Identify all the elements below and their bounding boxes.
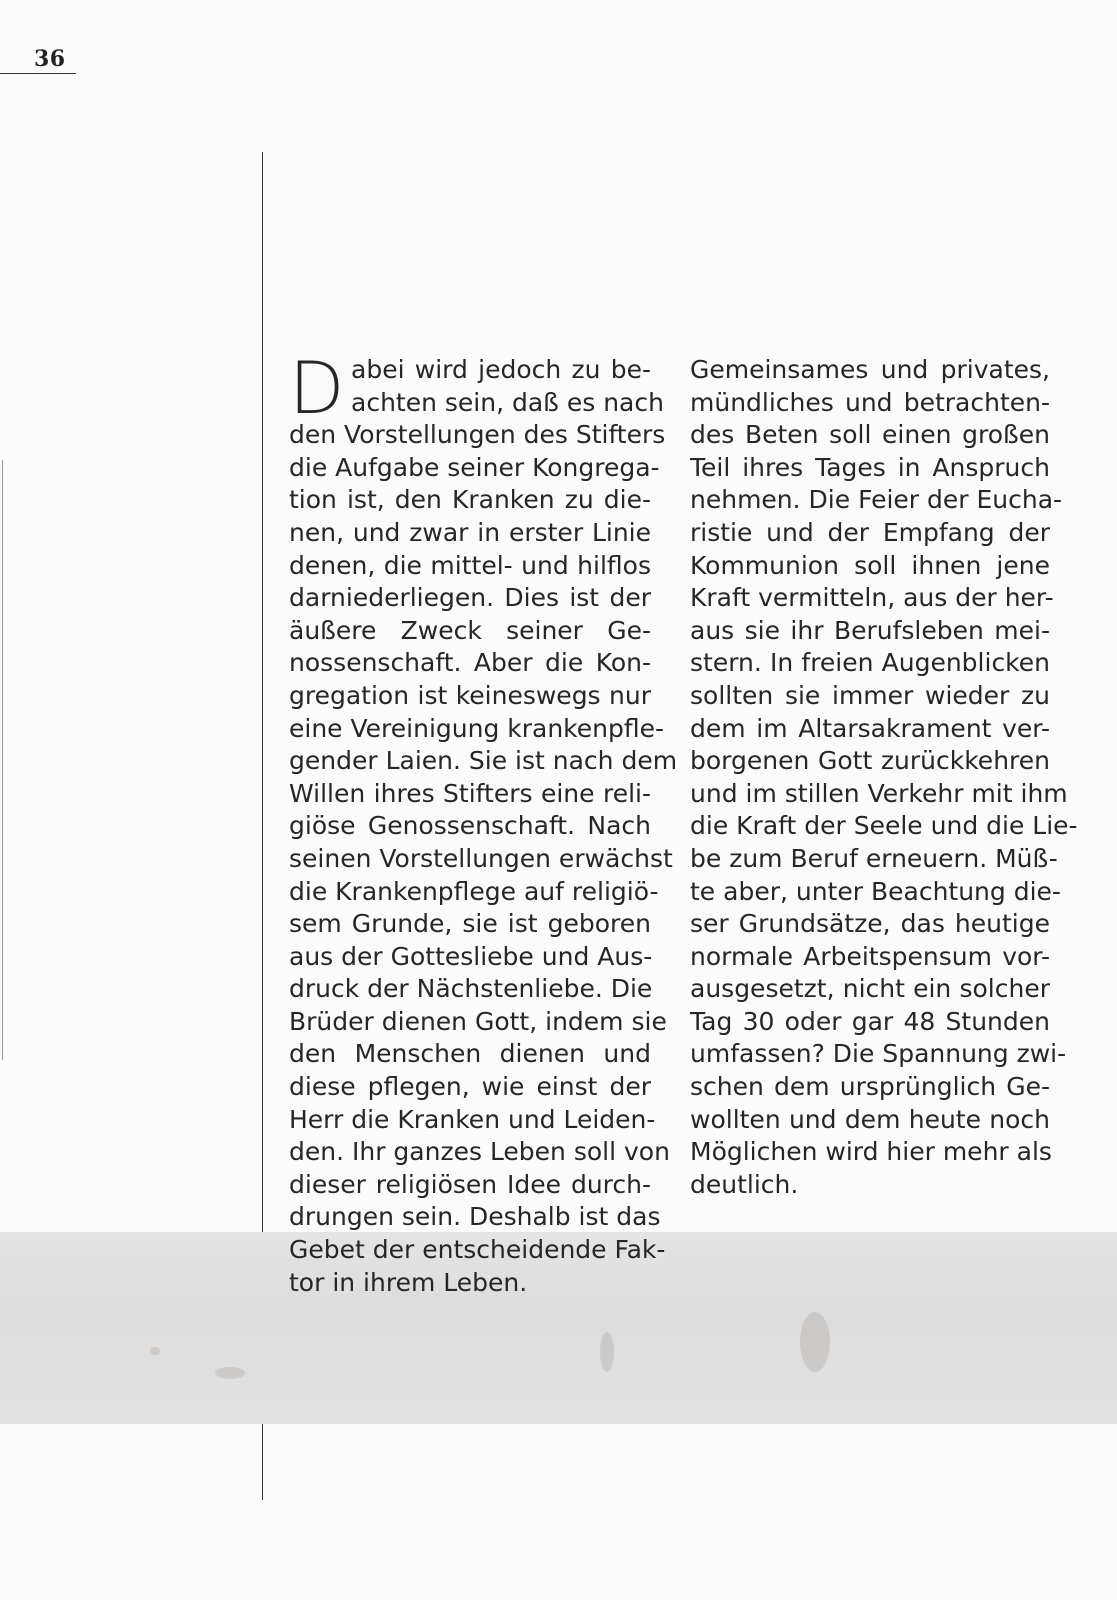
text-line: eine Vereinigung krankenpfle- <box>289 713 665 743</box>
text-line: Kraft vermitteln, aus der her- <box>690 583 1054 613</box>
text-line: und im stillen Verkehr mit ihm <box>690 778 1068 808</box>
text-line: be zum Beruf erneuern. Müß- <box>690 843 1058 873</box>
text-line: dem im Altarsakrament ver- <box>690 713 1050 743</box>
text-line: darniederliegen. Dies ist der <box>289 583 651 613</box>
text-line: Kommunion soll ihnen jene <box>690 550 1050 580</box>
text-line: te aber, unter Beachtung die- <box>690 876 1061 906</box>
text-line: Gemeinsames und privates, <box>690 355 1050 384</box>
text-line: denen, die mittel- und hilflos <box>289 550 651 580</box>
text-line: tion ist, den Kranken zu die- <box>289 485 651 515</box>
text-line: die Kraft der Seele und die Lie- <box>690 811 1078 841</box>
text-line: aus sie ihr Berufsleben mei- <box>690 615 1050 645</box>
paper-stain <box>800 1312 830 1372</box>
paper-stain <box>600 1332 614 1372</box>
text-line: ser Grundsätze, das heutige <box>690 909 1050 939</box>
text-line: Möglichen wird hier mehr als <box>690 1137 1052 1167</box>
text-line: nehmen. Die Feier der Eucha- <box>690 485 1063 515</box>
text-line: deutlich. <box>690 1169 799 1199</box>
page-number-rule <box>0 73 76 74</box>
text-line: druck der Nächstenliebe. Die <box>289 974 653 1004</box>
text-line: sem Grunde, sie ist geboren <box>289 909 651 939</box>
text-line: stern. In freien Augenblicken <box>690 648 1050 678</box>
text-line: giöse Genossenschaft. Nach <box>289 811 651 841</box>
text-line: schen dem ursprünglich Ge- <box>690 1072 1050 1102</box>
text-line: drungen sein. Deshalb ist das <box>289 1202 661 1232</box>
text-line: gender Laien. Sie ist nach dem <box>289 746 678 776</box>
text-line: Herr die Kranken und Leiden- <box>289 1104 656 1134</box>
text-line: den Vorstellungen des Stifters <box>289 420 666 450</box>
text-line: sollten sie immer wieder zu <box>690 680 1050 710</box>
text-column-left <box>289 346 678 1299</box>
text-line: abei wird jedoch zu be- <box>351 355 651 384</box>
text-line: Gebet der entscheidende Fak- <box>289 1235 666 1265</box>
text-line: die Krankenpflege auf religiö- <box>289 876 659 906</box>
text-line: Willen ihres Stifters eine reli- <box>289 778 651 808</box>
text-line: Brüder dienen Gott, indem sie <box>289 1006 667 1036</box>
text-line: den Menschen dienen und <box>289 1039 651 1069</box>
text-line: ausgesetzt, nicht ein solcher <box>690 974 1050 1004</box>
text-line: achten sein, daß es nach <box>351 387 664 417</box>
text-line: nen, und zwar in erster Linie <box>289 517 651 547</box>
text-line: seinen Vorstellungen erwächst <box>289 843 673 873</box>
text-line: normale Arbeitspensum vor- <box>690 941 1050 971</box>
left-edge-rule <box>2 460 3 1060</box>
text-column-right <box>690 354 1078 1201</box>
text-line: borgenen Gott zurückkehren <box>690 746 1050 776</box>
drop-cap: D <box>289 346 345 430</box>
text-line: Tag 30 oder gar 48 Stunden <box>690 1006 1050 1036</box>
text-line: tor in ihrem Leben. <box>289 1267 528 1297</box>
text-line: gregation ist keineswegs nur <box>289 680 651 710</box>
text-line: dieser religiösen Idee durch- <box>289 1169 651 1199</box>
text-line: Teil ihres Tages in Anspruch <box>690 452 1050 482</box>
text-line: die Aufgabe seiner Kongrega- <box>289 452 660 482</box>
text-line: ristie und der Empfang der <box>690 517 1050 547</box>
text-line: äußere Zweck seiner Ge- <box>289 615 651 645</box>
text-line: wollten und dem heute noch <box>690 1104 1050 1134</box>
text-line: mündliches und betrachten- <box>690 387 1050 417</box>
text-line: diese pflegen, wie einst der <box>289 1072 651 1102</box>
page-number: 36 <box>34 46 66 72</box>
paper-stain <box>215 1367 245 1379</box>
text-line: aus der Gottesliebe und Aus- <box>289 941 653 971</box>
paper-stain <box>150 1347 160 1355</box>
text-line: umfassen? Die Spannung zwi- <box>690 1039 1067 1069</box>
text-line: des Beten soll einen großen <box>690 420 1050 450</box>
text-line: den. Ihr ganzes Leben soll von <box>289 1137 670 1167</box>
text-line: nossenschaft. Aber die Kon- <box>289 648 651 678</box>
